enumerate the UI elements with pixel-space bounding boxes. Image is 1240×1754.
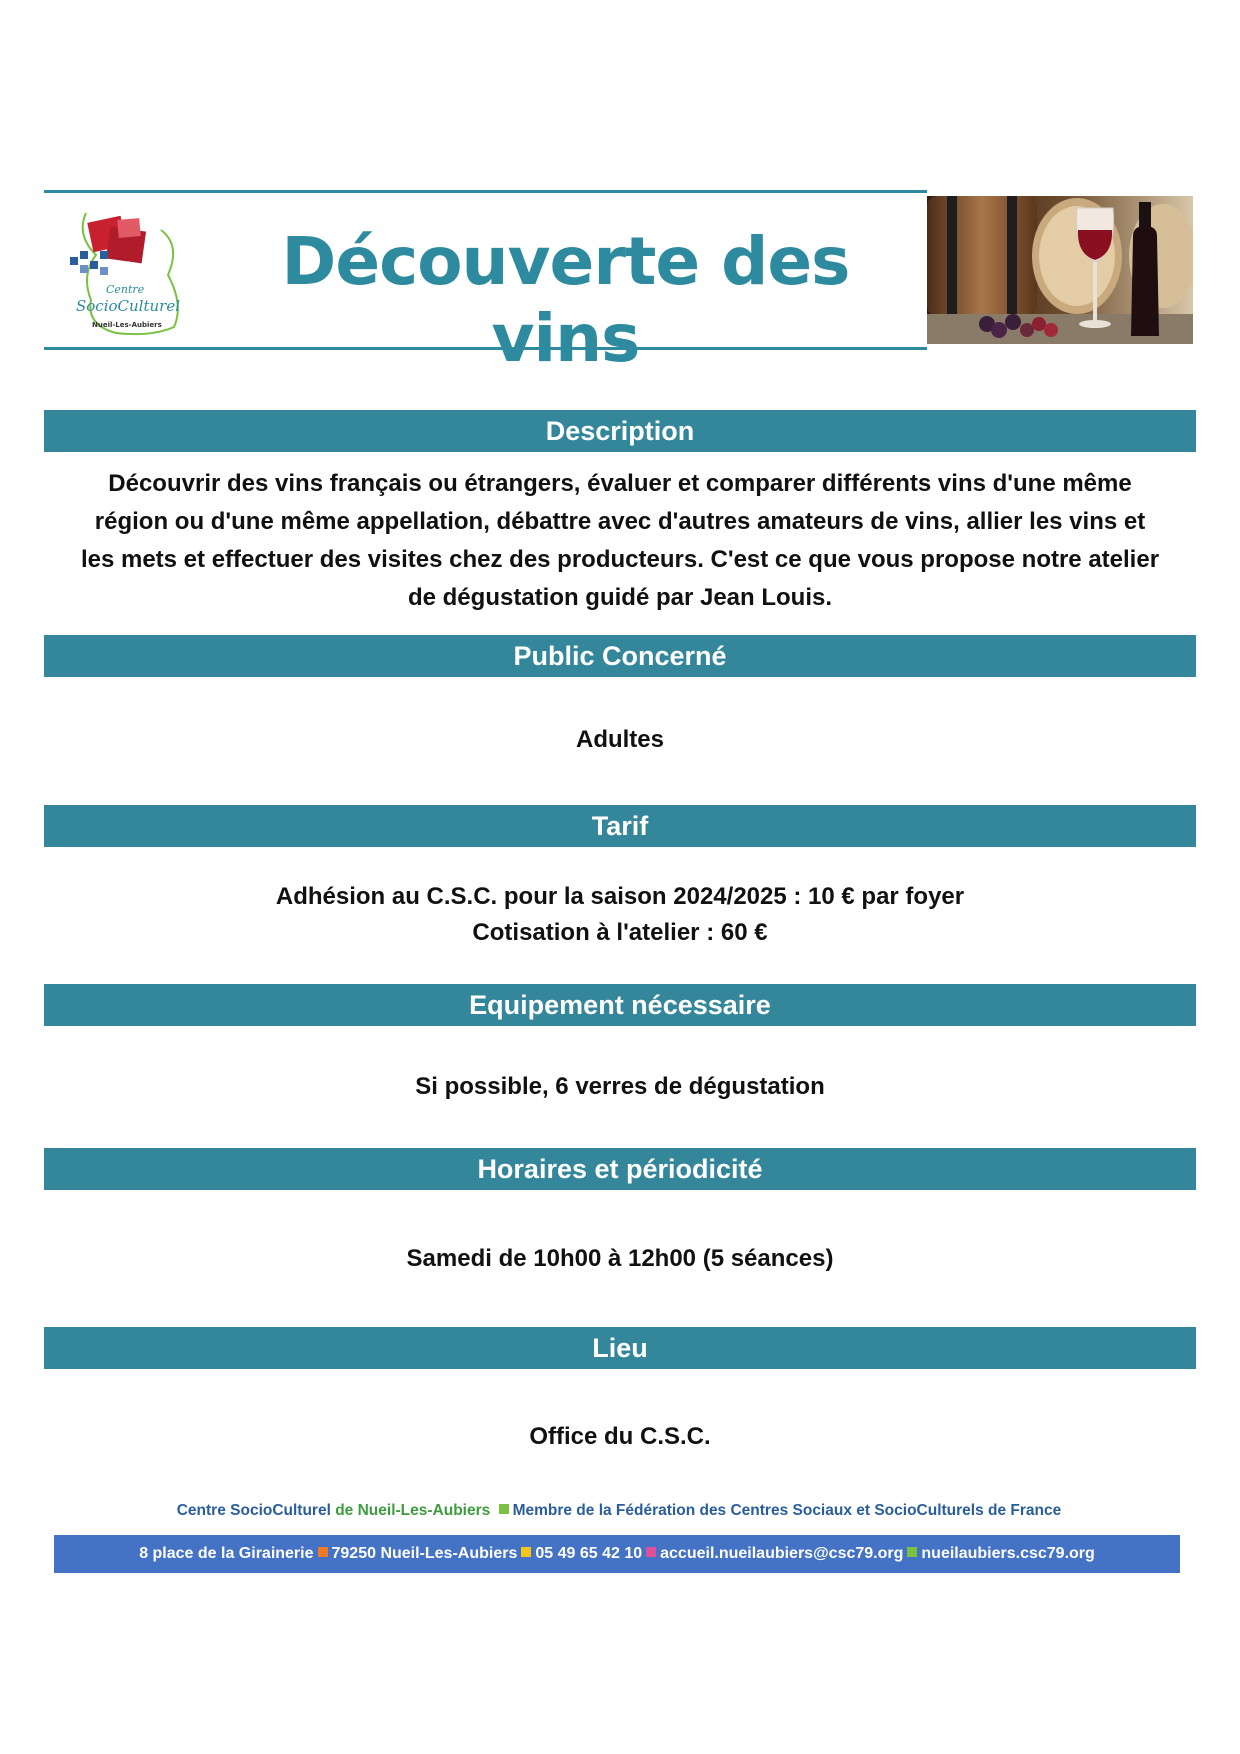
section-horaires-heading: Horaires et périodicité [44, 1148, 1196, 1190]
description-line: région ou d'une même appellation, débattre avec d'autres amateurs de vins, allier les vins et [94, 508, 1146, 535]
footer-federation: Membre de la Fédération des Centres Sociaux et SocioCulturels de France [512, 1502, 1062, 1519]
description-line: de dégustation guidé par Jean Louis. [407, 584, 833, 611]
section-lieu-heading: Lieu [44, 1327, 1196, 1369]
wine-barrel-photo [927, 196, 1193, 344]
page-title: Découverte des vins [281, 223, 850, 377]
public-text: Adultes [575, 726, 664, 753]
footer-csc-town: de Nueil-Les-Aubiers [335, 1502, 491, 1519]
green-square-icon [907, 1547, 917, 1557]
footer-contact-bar [54, 1535, 1180, 1573]
yellow-square-icon [521, 1547, 531, 1557]
section-public-heading: Public Concerné [44, 635, 1196, 677]
description-line: les mets et effectuer des visites chez des producteurs. C'est ce que vous propose notre atelier [80, 546, 1160, 573]
logo-line1: Centre [106, 283, 145, 296]
footer-city: 79250 Nueil-Les-Aubiers [331, 1545, 518, 1562]
orange-square-icon [318, 1547, 328, 1557]
footer-federation-line [54, 1502, 1184, 1520]
pink-square-icon [646, 1547, 656, 1557]
section-equipement-heading: Equipement nécessaire [44, 984, 1196, 1026]
csc-logo [56, 205, 184, 339]
lieu-text: Office du C.S.C. [529, 1423, 711, 1450]
footer-email[interactable]: accueil.nueilaubiers@csc79.org [660, 1545, 904, 1562]
footer-phone: 05 49 65 42 10 [535, 1545, 643, 1562]
description-text [44, 465, 1196, 617]
horaires-text: Samedi de 10h00 à 12h00 (5 séances) [406, 1245, 834, 1272]
description-line: Découvrir des vins français ou étrangers, évaluer et comparer différents vins d'une même [108, 470, 1132, 497]
footer-website[interactable]: nueilaubiers.csc79.org [921, 1545, 1095, 1562]
section-tarif-heading: Tarif [44, 805, 1196, 847]
green-square-icon [499, 1504, 509, 1514]
footer-csc-name: Centre SocioCulturel [176, 1502, 331, 1519]
equipement-text: Si possible, 6 verres de dégustation [415, 1073, 825, 1100]
tarif-line-1: Adhésion au C.S.C. pour la saison 2024/2025 : 10 € par foyer [275, 883, 965, 910]
footer-address: 8 place de la Girainerie [139, 1545, 314, 1562]
logo-line2: SocioCulturel [76, 297, 181, 315]
section-description-heading: Description [44, 410, 1196, 452]
logo-line3: Nueil-Les-Aubiers [92, 321, 162, 329]
tarif-line-2: Cotisation à l'atelier : 60 € [472, 919, 768, 946]
header-banner [44, 190, 927, 377]
